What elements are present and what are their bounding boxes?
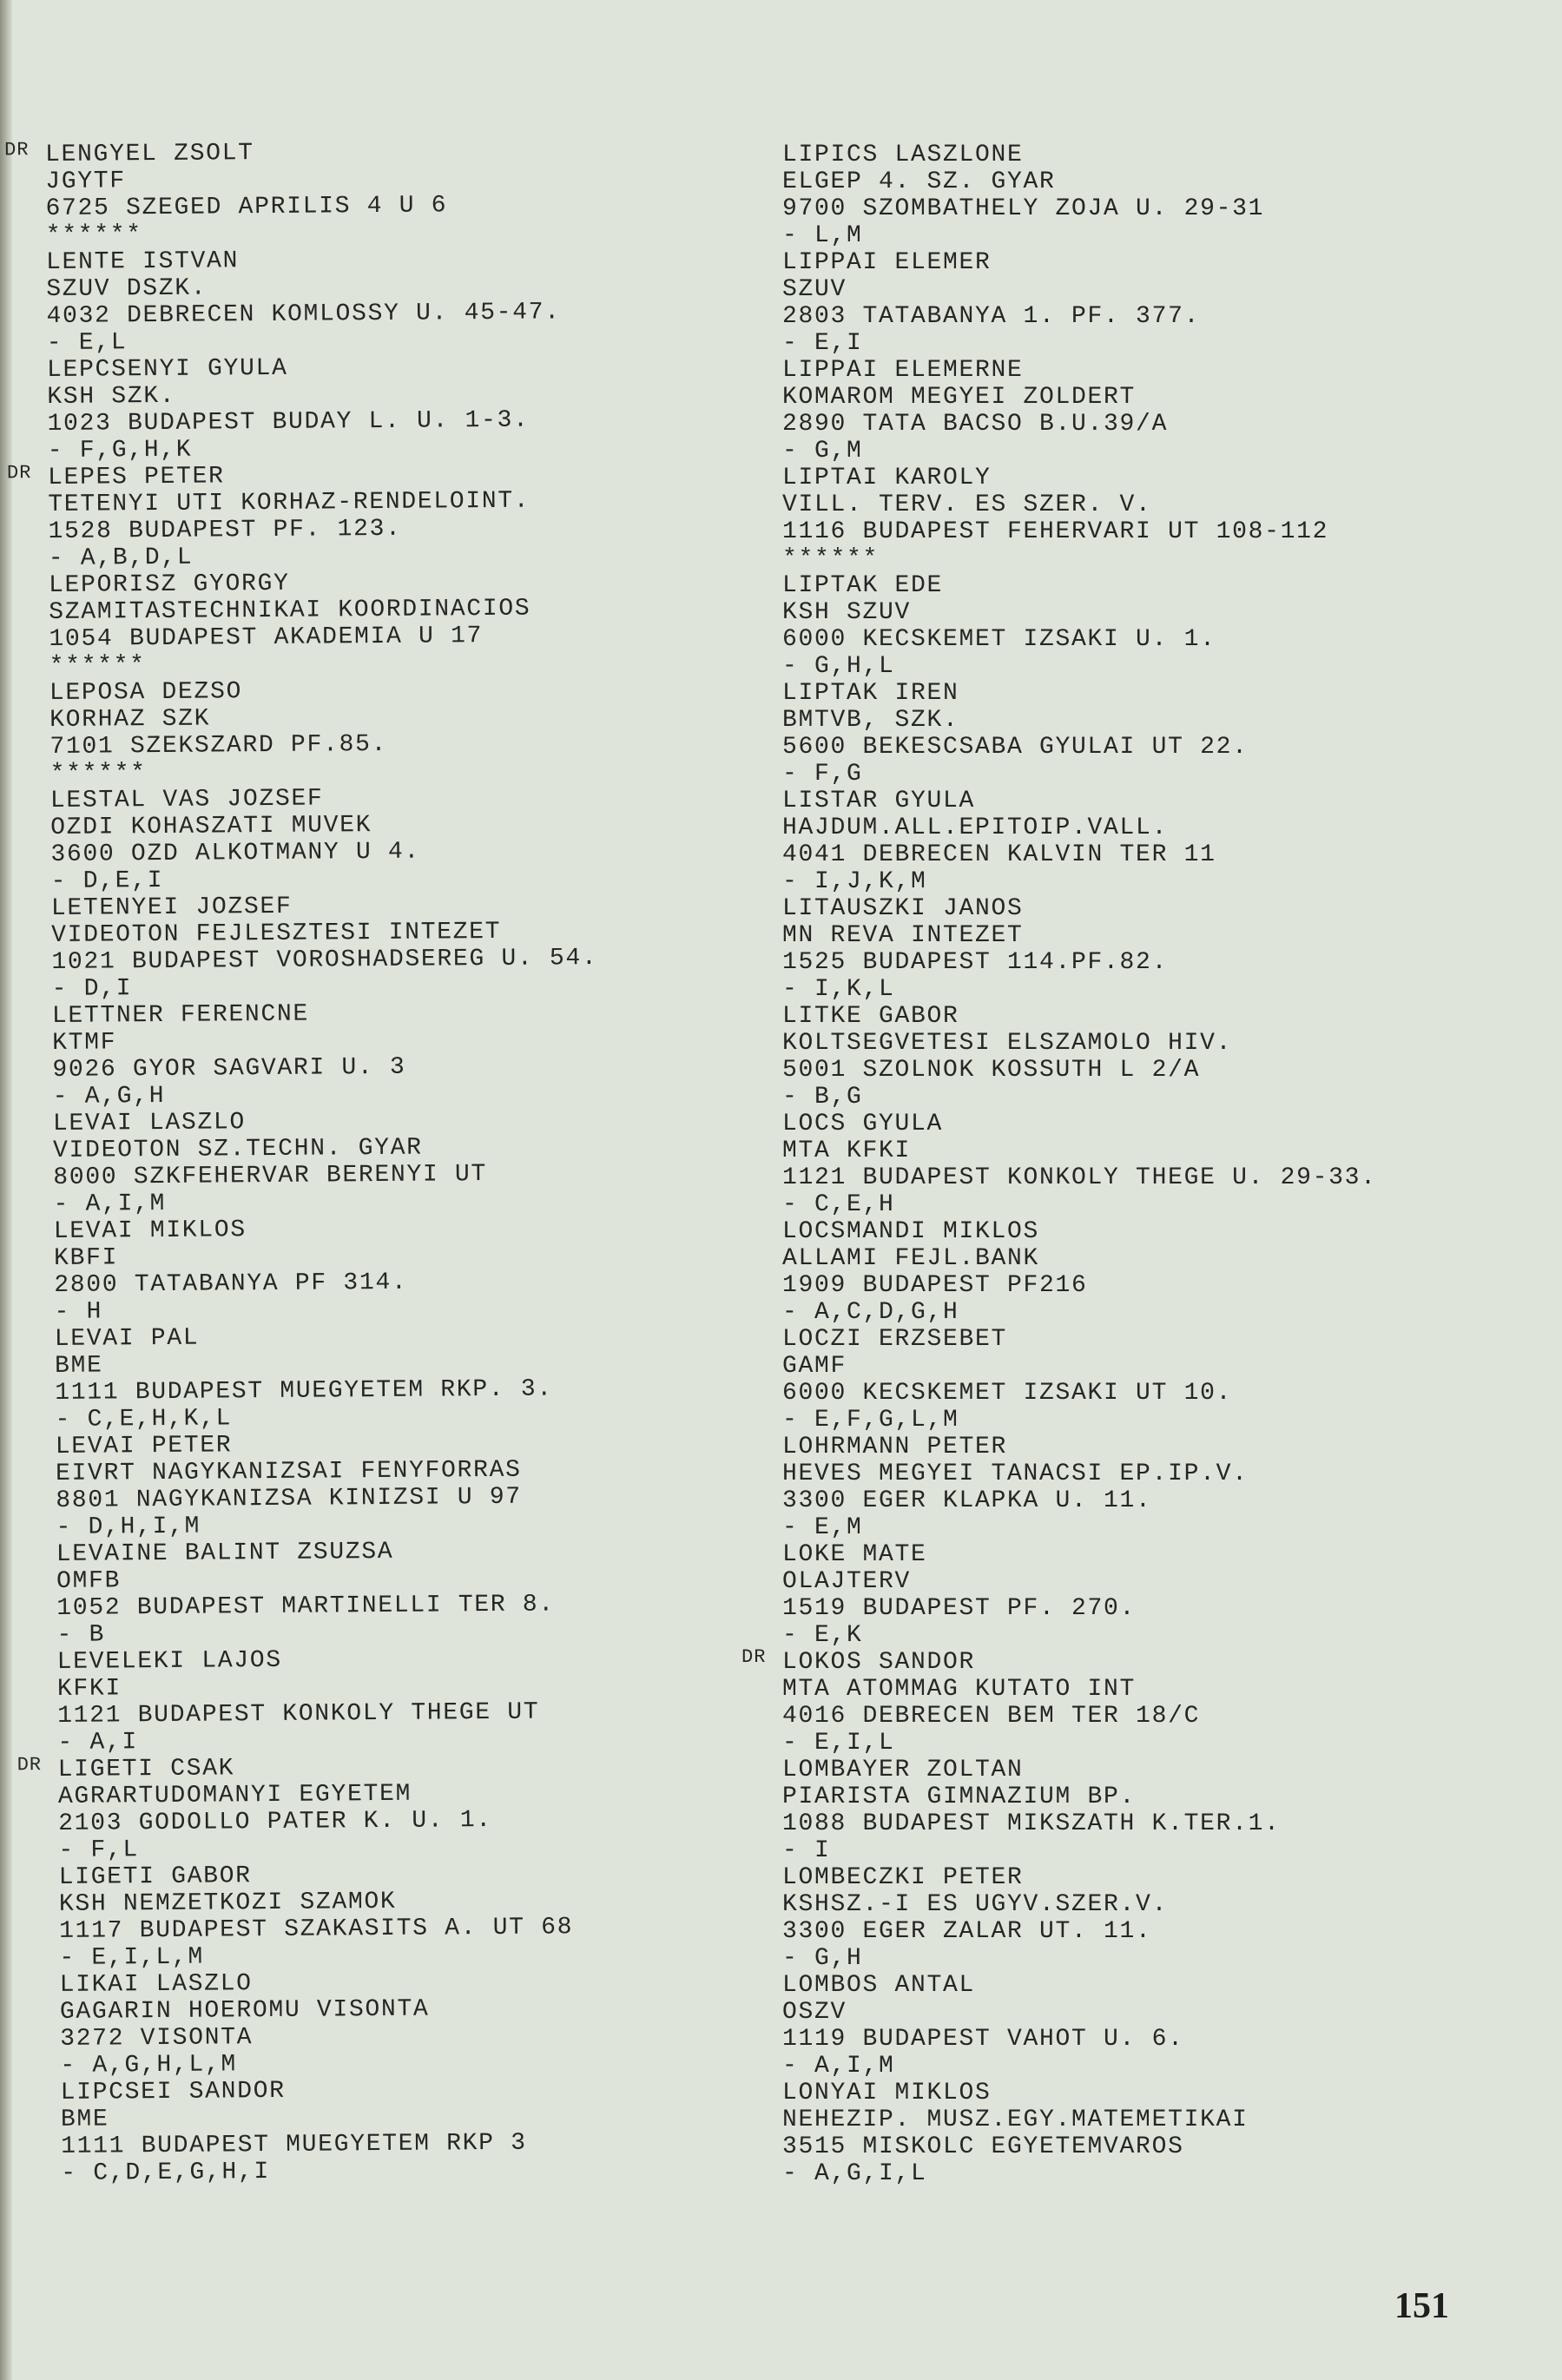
directory-column-left — [3, 137, 608, 2187]
entry-codes: - I,K,L — [782, 976, 895, 1003]
entry-address: 1117 BUDAPEST SZAKASITS A. UT 68 — [59, 1914, 574, 1945]
entry-name: LETTNER FERENCNE — [51, 1000, 310, 1030]
entry-name: LOMBECZKI PETER — [782, 1864, 1024, 1891]
entry-organization: VILL. TERV. ES SZER. V. — [782, 491, 1152, 518]
directory-entry — [61, 2075, 608, 2187]
entry-name: LEVAI PETER — [55, 1432, 233, 1460]
entry-name: LIGETI GABOR — [58, 1862, 252, 1891]
entry-name: LIPPAI ELEMERNE — [782, 357, 1024, 384]
entry-address: 6000 KECSKEMET IZSAKI U. 1. — [782, 626, 1216, 653]
entry-organization: KTMF — [52, 1029, 117, 1057]
entry-organization: VIDEOTON SZ.TECHN. GYAR — [53, 1134, 423, 1164]
entry-codes: - A,G,I,L — [782, 2160, 927, 2187]
entry-codes: - E,I — [782, 330, 863, 357]
directory-entry — [782, 1218, 1377, 1326]
directory-entry — [782, 895, 1377, 1003]
entry-name: LOCS GYULA — [782, 1111, 944, 1137]
entry-organization: OZDI KOHASZATI MUVEK — [50, 812, 372, 841]
entry-name: LENGYEL ZSOLT — [45, 140, 254, 168]
entry-organization: OSZV — [782, 1999, 847, 2026]
entry-name: LIPPAI ELEMER — [782, 249, 992, 276]
entry-organization: HEVES MEGYEI TANACSI EP.IP.V. — [782, 1460, 1249, 1487]
title-prefix: DR — [6, 462, 32, 485]
entry-name: LITAUSZKI JANOS — [782, 895, 1024, 922]
entry-codes: ****** — [49, 652, 146, 680]
entry-codes: - E,F,G,L,M — [782, 1407, 959, 1434]
entry-organization: KBFI — [53, 1244, 119, 1272]
entry-organization: KORHAZ SZK — [49, 705, 211, 734]
directory-entry — [47, 353, 594, 465]
entry-address: 3300 EGER ZALAR UT. 11. — [782, 1918, 1152, 1945]
directory-entry — [782, 1541, 1377, 1649]
directory-entry — [59, 1860, 606, 1972]
entry-codes: - F,G — [782, 761, 863, 788]
entry-address: 7101 SZEKSZARD PF.85. — [49, 730, 388, 761]
entry-name: LOKE MATE — [782, 1541, 927, 1568]
entry-name: LEPORISZ GYORGY — [48, 570, 290, 599]
entry-address: 1021 BUDAPEST VOROSHADSEREG U. 54. — [51, 945, 598, 976]
directory-entry — [6, 460, 595, 572]
entry-address: 4041 DEBRECEN KALVIN TER 11 — [782, 841, 1216, 868]
entry-codes: - H — [54, 1298, 103, 1326]
entry-codes: - E,I,L,M — [59, 1943, 205, 1972]
entry-codes: - I — [782, 1837, 831, 1864]
entry-codes: - F,L — [58, 1836, 140, 1864]
entry-address: 1116 BUDAPEST FEHERVARI UT 108-112 — [782, 518, 1329, 545]
entry-codes: - G,M — [782, 438, 863, 465]
directory-entry — [782, 1326, 1377, 1434]
entry-address: 2890 TATA BACSO B.U.39/A — [782, 411, 1169, 438]
title-prefix: DR — [741, 1646, 767, 1668]
directory-column-right — [741, 142, 1377, 2187]
entry-name: LONYAI MIKLOS — [782, 2080, 992, 2106]
entry-name: LESTAL VAS JOZSEF — [49, 785, 324, 814]
directory-entry — [782, 357, 1377, 465]
entry-organization: SZUV DSZK. — [46, 274, 208, 303]
entry-organization: KOLTSEGVETESI ELSZAMOLO HIV. — [782, 1030, 1233, 1057]
entry-address: 4016 DEBRECEN BEM TER 18/C — [782, 1703, 1201, 1730]
entry-address: 9026 GYOR SAGVARI U. 3 — [52, 1053, 406, 1084]
entry-organization: OMFB — [56, 1567, 122, 1595]
directory-entry — [49, 568, 596, 680]
entry-address: 6725 SZEGED APRILIS 4 U 6 — [45, 192, 448, 222]
entry-name: LIPTAK IREN — [782, 680, 959, 707]
entry-codes: - G,H,L — [782, 653, 895, 680]
entry-codes: - B — [56, 1621, 106, 1649]
entry-name: LOMBOS ANTAL — [782, 1972, 976, 1999]
entry-name: LIKAI LASZLO — [59, 1970, 253, 1999]
directory-entry — [782, 1111, 1377, 1218]
entry-address: 1088 BUDAPEST MIKSZATH K.TER.1. — [782, 1810, 1281, 1837]
entry-name: LIGETI CSAK — [57, 1755, 235, 1783]
entry-organization: VIDEOTON FEJLESZTESI INTEZET — [51, 918, 502, 949]
entry-address: 1111 BUDAPEST MUEGYETEM RKP 3 — [61, 2129, 527, 2160]
entry-address: 1909 BUDAPEST PF216 — [782, 1272, 1088, 1299]
directory-entry — [782, 1434, 1377, 1541]
entry-codes: - E,I,L — [782, 1730, 895, 1757]
entry-organization: JGYTF — [45, 168, 126, 195]
directory-entry — [60, 1968, 607, 2080]
entry-address: 8000 SZKFEHERVAR BERENYI UT — [53, 1161, 488, 1191]
directory-entry — [50, 783, 597, 895]
directory-entry — [49, 676, 596, 788]
entry-codes: - B,G — [782, 1084, 863, 1111]
entry-address: 1121 BUDAPEST KONKOLY THEGE UT — [57, 1698, 540, 1730]
entry-name: LISTAR GYULA — [782, 788, 976, 814]
entry-address: 1519 BUDAPEST PF. 270. — [782, 1595, 1137, 1622]
entry-codes: - F,G,H,K — [47, 436, 193, 465]
entry-address: 1052 BUDAPEST MARTINELLI TER 8. — [56, 1591, 555, 1622]
entry-codes: - D,H,I,M — [56, 1513, 201, 1541]
entry-organization: MTA KFKI — [782, 1137, 912, 1164]
entry-address: 3515 MISKOLC EGYETEMVAROS — [782, 2133, 1184, 2160]
page-binding-edge — [0, 0, 12, 2380]
entry-codes: - A,I — [57, 1729, 139, 1757]
entry-address: 9700 SZOMBATHELY ZOJA U. 29-31 — [782, 195, 1265, 222]
directory-entry — [52, 999, 599, 1111]
entry-name: LIPTAK EDE — [782, 572, 944, 599]
entry-address: 1121 BUDAPEST KONKOLY THEGE U. 29-33. — [782, 1164, 1377, 1191]
directory-entry — [782, 1972, 1377, 2080]
entry-address: 4032 DEBRECEN KOMLOSSY U. 45-47. — [46, 299, 561, 330]
entry-name: LIPICS LASZLONE — [782, 142, 1024, 168]
entry-name: LETENYEI JOZSEF — [50, 893, 293, 922]
entry-codes: - D,E,I — [50, 867, 164, 895]
entry-organization: KOMAROM MEGYEI ZOLDERT — [782, 384, 1137, 411]
entry-name: LEPCSENYI GYULA — [46, 354, 288, 384]
entry-organization: ELGEP 4. SZ. GYAR — [782, 168, 1056, 195]
entry-organization: KFKI — [56, 1675, 122, 1703]
entry-organization: OLAJTERV — [782, 1568, 912, 1595]
directory-entry — [782, 1757, 1377, 1864]
entry-name: LITKE GABOR — [782, 1003, 959, 1030]
entry-organization: ALLAMI FEJL.BANK — [782, 1245, 1040, 1272]
entry-organization: SZAMITASTECHNIKAI KOORDINACIOS — [49, 595, 531, 626]
directory-entry — [3, 137, 592, 249]
entry-codes: ****** — [45, 221, 143, 249]
entry-address: 1119 BUDAPEST VAHOT U. 6. — [782, 2026, 1184, 2053]
entry-codes: - A,G,H — [52, 1082, 166, 1111]
entry-organization: BME — [60, 2106, 109, 2133]
entry-organization: NEHEZIP. MUSZ.EGY.MATEMETIKAI — [782, 2106, 1249, 2133]
directory-entry — [53, 1106, 600, 1218]
entry-codes: - A,I,M — [53, 1190, 167, 1218]
entry-name: LEVAI MIKLOS — [53, 1216, 247, 1245]
title-prefix: DR — [3, 139, 30, 162]
directory-entry — [55, 1322, 602, 1434]
entry-codes: - L,M — [782, 222, 863, 249]
entry-codes: - C,D,E,G,H,I — [61, 2159, 271, 2187]
entry-organization: SZUV — [782, 276, 847, 303]
entry-name: LIPCSEI SANDOR — [60, 2077, 286, 2106]
directory-entry — [782, 572, 1377, 680]
entry-address: 1525 BUDAPEST 114.PF.82. — [782, 949, 1169, 976]
entry-codes: - C,E,H,K,L — [55, 1405, 233, 1434]
entry-codes: - A,C,D,G,H — [782, 1299, 959, 1326]
entry-organization: EIVRT NAGYKANIZSAI FENYFORRAS — [55, 1456, 522, 1487]
entry-name: LOMBAYER ZOLTAN — [782, 1757, 1024, 1783]
directory-entry — [782, 249, 1377, 357]
entry-codes: - E,K — [782, 1622, 863, 1649]
entry-name: LOCSMANDI MIKLOS — [782, 1218, 1040, 1245]
directory-entry — [782, 788, 1377, 895]
directory-entry — [46, 245, 593, 357]
directory-entry — [782, 2080, 1377, 2187]
entry-address: 2800 TATABANYA PF 314. — [54, 1269, 408, 1299]
entry-organization: BME — [54, 1352, 103, 1380]
entry-name: LIPTAI KAROLY — [782, 465, 992, 491]
entry-codes: - C,E,H — [782, 1191, 895, 1218]
entry-name: LEPOSA DEZSO — [49, 678, 243, 707]
entry-name: LEVAINE BALINT ZSUZSA — [56, 1538, 394, 1568]
entry-codes: - G,H — [782, 1945, 863, 1972]
entry-organization: KSH SZUV — [782, 599, 912, 626]
entry-organization: TETENYI UTI KORHAZ-RENDELOINT. — [48, 487, 531, 518]
entry-address: 1023 BUDAPEST BUDAY L. U. 1-3. — [47, 406, 530, 438]
directory-entry — [51, 891, 598, 1003]
directory-entry — [782, 680, 1377, 788]
entry-codes: - A,G,H,L,M — [60, 2051, 238, 2080]
entry-organization: BMTVB, SZK. — [782, 707, 959, 734]
directory-entry — [782, 1003, 1377, 1111]
entry-codes: - A,B,D,L — [48, 544, 194, 572]
entry-address: 2103 GODOLLO PATER K. U. 1. — [58, 1807, 492, 1837]
entry-address: 2803 TATABANYA 1. PF. 377. — [782, 303, 1201, 330]
entry-address: 1111 BUDAPEST MUEGYETEM RKP. 3. — [55, 1375, 554, 1407]
directory-entry — [56, 1429, 603, 1541]
entry-codes: - E,L — [46, 329, 128, 357]
entry-address: 3300 EGER KLAPKA U. 11. — [782, 1487, 1152, 1514]
entry-name: LEVAI LASZLO — [52, 1109, 247, 1137]
title-prefix: DR — [16, 1754, 43, 1777]
entry-codes: - A,I,M — [782, 2053, 895, 2080]
entry-address: 5600 BEKESCSABA GYULAI UT 22. — [782, 734, 1249, 761]
entry-organization: GAMF — [782, 1353, 847, 1380]
entry-name: LEVELEKI LAJOS — [56, 1646, 282, 1676]
entry-organization: AGRARTUDOMANYI EGYETEM — [57, 1780, 412, 1810]
directory-entry — [54, 1214, 601, 1326]
entry-name: LOCZI ERZSEBET — [782, 1326, 1008, 1353]
entry-codes: ****** — [782, 545, 880, 572]
directory-entry — [741, 1646, 1377, 1757]
entry-organization: MN REVA INTEZET — [782, 922, 1024, 949]
entry-organization: MTA ATOMMAG KUTATO INT — [782, 1676, 1137, 1703]
entry-organization: KSH SZK. — [47, 382, 176, 411]
entry-name: LENTE ISTVAN — [45, 247, 240, 276]
entry-codes: - E,M — [782, 1514, 863, 1541]
page-number: 151 — [1394, 2286, 1449, 2326]
directory-entry — [56, 1537, 603, 1649]
directory-entry — [16, 1752, 605, 1864]
entry-address: 8801 NAGYKANIZSA KINIZSI U 97 — [56, 1483, 522, 1514]
directory-entry — [57, 1645, 604, 1757]
entry-organization: HAJDUM.ALL.EPITOIP.VALL. — [782, 814, 1169, 841]
entry-organization: KSHSZ.-I ES UGYV.SZER.V. — [782, 1891, 1169, 1918]
entry-organization: GAGARIN HOEROMU VISONTA — [59, 1995, 430, 2026]
entry-address: 3600 OZD ALKOTMANY U 4. — [50, 838, 421, 868]
directory-entry — [782, 1864, 1377, 1972]
entry-address: 1054 BUDAPEST AKADEMIA U 17 — [49, 623, 484, 653]
directory-entry — [782, 142, 1377, 249]
entry-codes: - D,I — [51, 975, 133, 1003]
directory-entry — [782, 465, 1377, 572]
entry-codes: ****** — [49, 760, 147, 788]
entry-name: LOKOS SANDOR — [782, 1649, 976, 1676]
entry-codes: - I,J,K,M — [782, 868, 927, 895]
entry-address: 5001 SZOLNOK KOSSUTH L 2/A — [782, 1057, 1201, 1084]
entry-name: LEVAI PAL — [54, 1324, 200, 1353]
entry-organization: KSH NEMZETKOZI SZAMOK — [58, 1888, 397, 1918]
entry-address: 6000 KECSKEMET IZSAKI UT 10. — [782, 1380, 1233, 1407]
entry-address: 3272 VISONTA — [60, 2024, 254, 2053]
entry-organization: PIARISTA GIMNAZIUM BP. — [782, 1783, 1137, 1810]
entry-name: LOHRMANN PETER — [782, 1434, 1008, 1460]
entry-name: LEPES PETER — [47, 463, 225, 491]
entry-address: 1528 BUDAPEST PF. 123. — [48, 515, 402, 545]
